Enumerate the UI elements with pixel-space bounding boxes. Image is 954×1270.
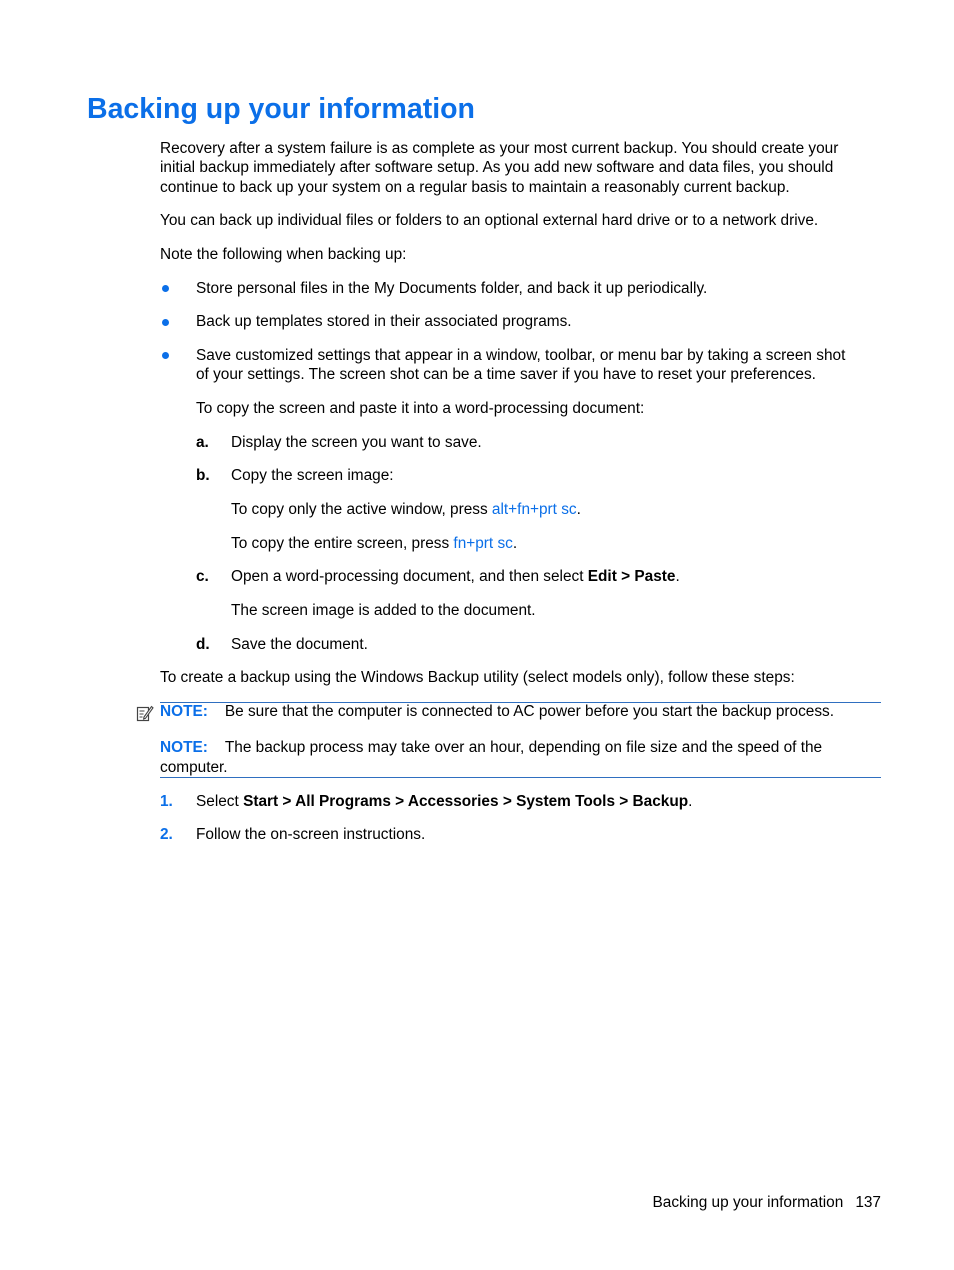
note-2 <box>160 738 822 758</box>
substep-b-letter: b. <box>196 467 210 484</box>
copy-entire-screen-instruction <box>231 534 517 554</box>
note-2-continuation: computer. <box>160 759 228 776</box>
intro-paragraph-1-line-2: initial backup immediately after software setup. As you add new software and data files, you should <box>160 159 834 176</box>
intro-paragraph-1-line-3: continue to back up your system on a regular basis to maintain a reasonably current backup. <box>160 179 790 196</box>
note-pencil-icon <box>136 704 154 722</box>
bullet-dot <box>162 319 169 326</box>
period: . <box>576 501 581 518</box>
bullet-item: Store personal files in the My Documents folder, and back it up periodically. <box>196 280 708 297</box>
substep-c-followup: The screen image is added to the document. <box>231 602 536 619</box>
intro-paragraph-3: Note the following when backing up: <box>160 246 407 263</box>
copy-entire-screen-prefix: To copy the entire screen, press <box>231 535 454 552</box>
note-text: The backup process may take over an hour, depending on file size and the speed of the <box>224 739 823 756</box>
note-1 <box>160 702 834 722</box>
copy-screen-intro: To copy the screen and paste it into a word-processing document: <box>196 400 645 417</box>
period: . <box>512 535 518 552</box>
note-label: NOTE: <box>160 703 208 720</box>
key-combo-alt-fn-prtsc: alt+fn+prt sc <box>491 501 577 518</box>
substep-d-letter: d. <box>196 636 210 653</box>
key-combo-fn-prtsc: fn+prt sc <box>453 535 513 552</box>
substep-a-text: Display the screen you want to save. <box>231 434 482 451</box>
copy-active-window-instruction <box>231 500 581 520</box>
period: . <box>675 568 680 585</box>
substep-c-text <box>231 567 680 587</box>
substep-d-text: Save the document. <box>231 636 368 653</box>
intro-paragraph-2: You can back up individual files or folders to an optional external hard drive or to a network drive. <box>160 212 819 229</box>
footer-section-title: Backing up your information <box>652 1194 844 1211</box>
bullet-item: Save customized settings that appear in a window, toolbar, or menu bar by taking a screen shot <box>196 347 846 364</box>
substep-b-text: Copy the screen image: <box>231 467 394 484</box>
step-1-text <box>196 792 692 812</box>
step-1-number: 1. <box>160 793 173 810</box>
substep-c-prefix: Open a word-processing document, and then select <box>231 568 588 585</box>
intro-paragraph-1-line-1: Recovery after a system failure is as complete as your most current backup. You should create your <box>160 140 839 157</box>
step-2-number: 2. <box>160 826 173 843</box>
substep-a-letter: a. <box>196 434 209 451</box>
page-number: 137 <box>855 1194 881 1211</box>
step-1-prefix: Select <box>196 793 244 810</box>
create-backup-intro: To create a backup using the Windows Backup utility (select models only), follow these steps: <box>160 669 795 686</box>
bullet-item-continuation: of your settings. The screen shot can be a time saver if you have to reset your preferences. <box>196 366 816 383</box>
page-title: Backing up your information <box>87 93 475 125</box>
bullet-dot <box>162 352 169 359</box>
bullet-dot <box>162 285 169 292</box>
menu-path-backup: Start > All Programs > Accessories > System Tools > Backup <box>243 793 689 810</box>
note-bottom-rule <box>160 777 881 778</box>
substep-c-letter: c. <box>196 568 209 585</box>
note-label: NOTE: <box>160 739 208 756</box>
step-2-text: Follow the on-screen instructions. <box>196 826 426 843</box>
page-footer <box>653 1193 881 1213</box>
bullet-item: Back up templates stored in their associated programs. <box>196 313 572 330</box>
copy-active-window-prefix: To copy only the active window, press <box>231 501 492 518</box>
note-text: Be sure that the computer is connected to AC power before you start the backup process. <box>224 703 835 720</box>
period: . <box>688 793 693 810</box>
menu-path-edit-paste: Edit > Paste <box>587 568 676 585</box>
